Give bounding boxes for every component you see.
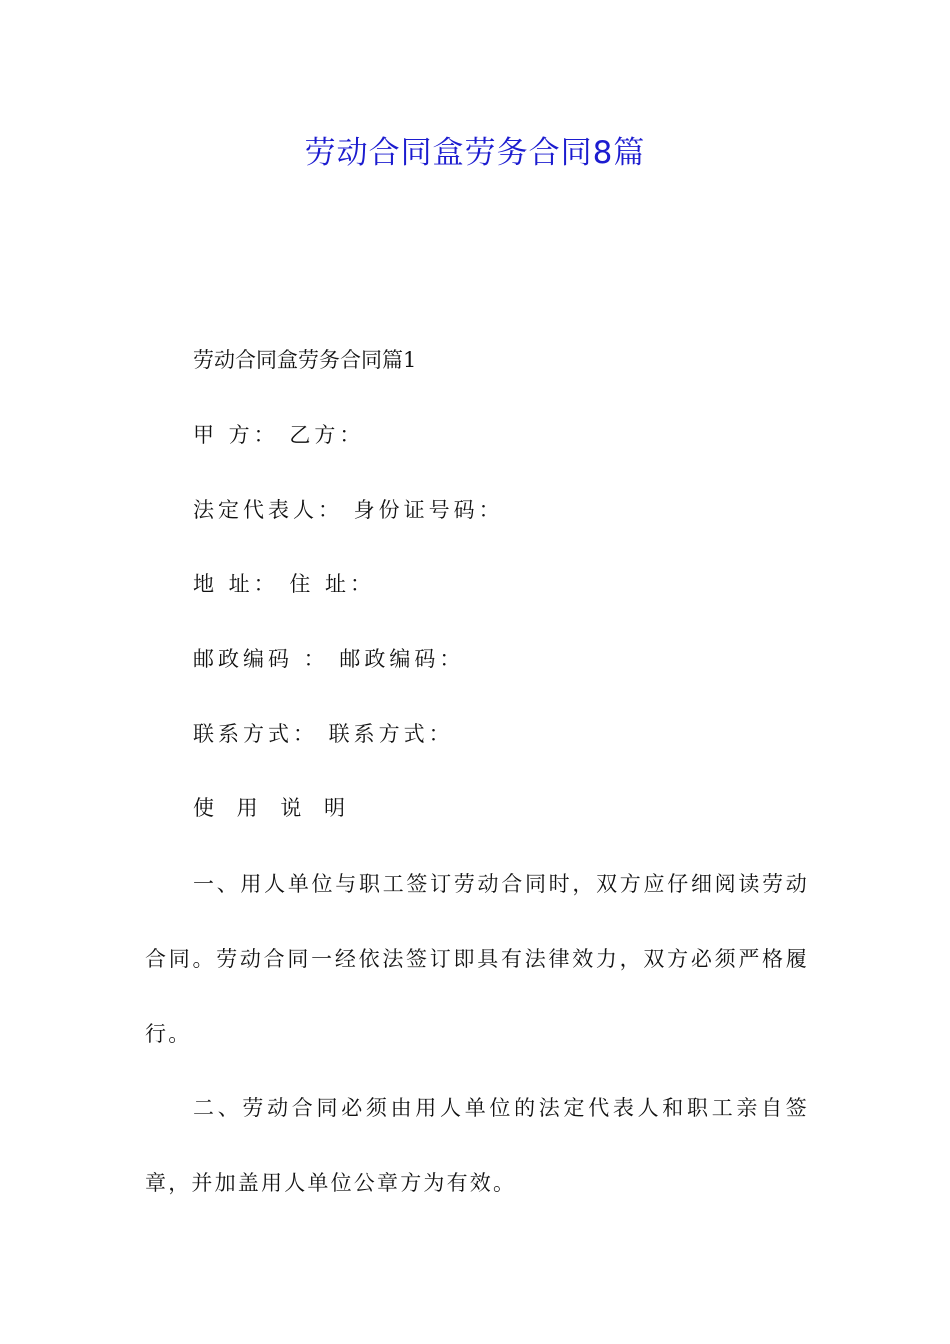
field-address: 地 址： 住 址： xyxy=(193,572,376,596)
field-party-a-party-b: 甲 方： 乙方： xyxy=(193,423,365,447)
instruction-paragraph-2: 二、劳动合同必须由用人单位的法定代表人和职工亲自签章，并加盖用人单位公章方为有效。 xyxy=(145,1096,809,1195)
instruction-paragraph-1: 一、用人单位与职工签订劳动合同时，双方应仔细阅读劳动合同。劳动合同一经依法签订即具有法律效力，双方必须严格履行。 xyxy=(145,872,809,1046)
page-title: 劳动合同盒劳务合同8篇 xyxy=(304,135,646,171)
field-contact: 联系方式： 联系方式： xyxy=(193,722,454,746)
field-postal-code: 邮政编码 ： 邮政编码： xyxy=(193,647,465,671)
field-legal-rep-id-number: 法定代表人： 身份证号码： xyxy=(193,498,504,522)
section-heading: 劳动合同盒劳务合同篇1 xyxy=(193,348,417,372)
instructions-heading: 使 用 说 明 xyxy=(193,796,354,820)
